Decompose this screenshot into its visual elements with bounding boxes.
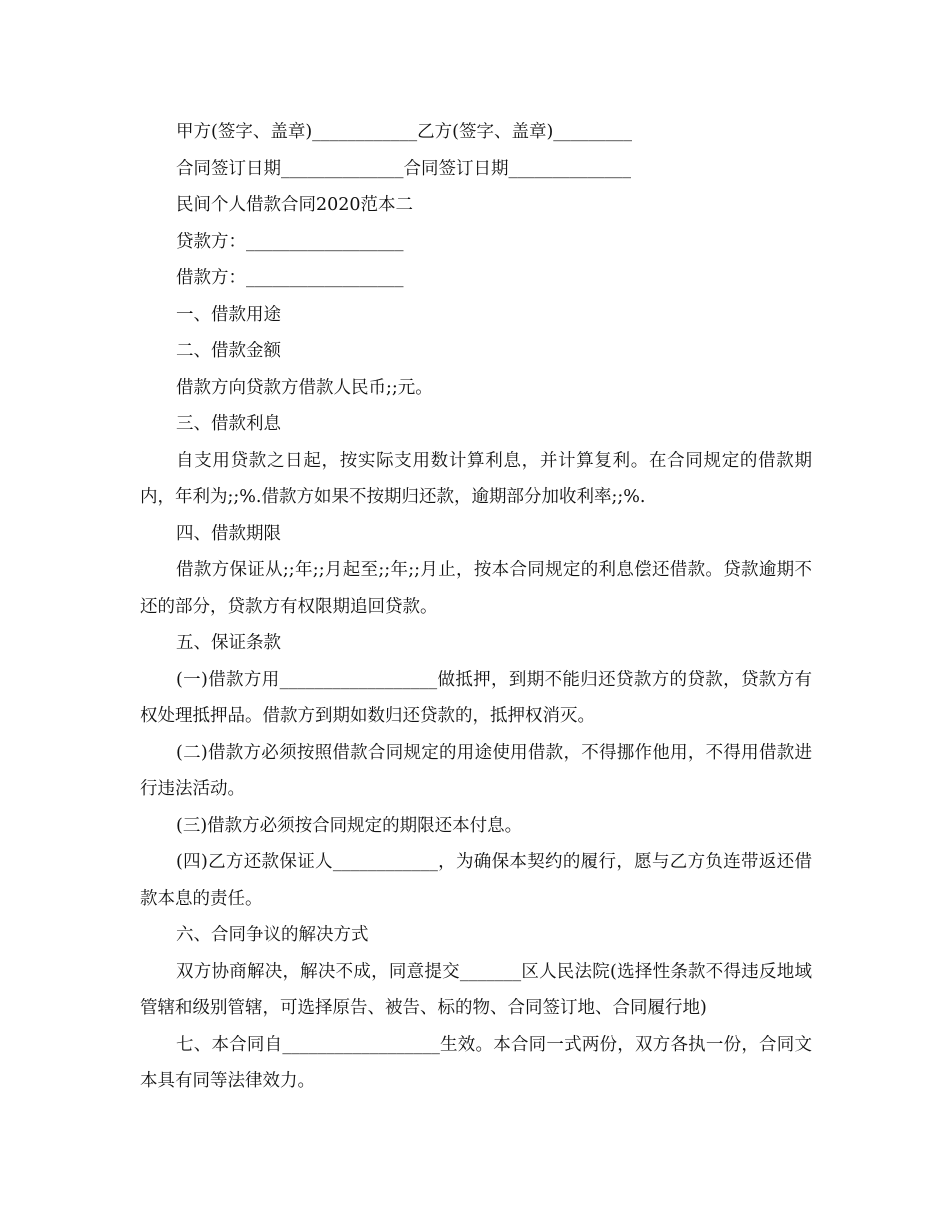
clause-interest: 自支用贷款之日起，按实际支用数计算利息，并计算复利。在合同规定的借款期内，年利为;;%.借款方如果不按期归还款，逾期部分加收利率;;%. [140,450,812,507]
clause-guarantee-collateral: (一)借款方用__________________做抵押，到期不能归还贷款方的贷款，贷款方有权处理抵押品。借款方到期如数归还贷款的，抵押权消灭。 [140,669,812,726]
section-heading-guarantee: 五、保证条款 [176,633,281,653]
clause-guarantee-repayment: (三)借款方必须按合同规定的期限还本付息。 [176,815,523,836]
sign-date-line: 合同签订日期______________合同签订日期______________ [176,158,631,179]
lender-field: 贷款方：__________________ [176,231,404,252]
signature-line: 甲方(签字、盖章)____________乙方(签字、盖章)_________ [176,122,633,142]
section-heading-term: 四、借款期限 [176,523,281,544]
section-heading-amount: 二、借款金额 [176,341,281,361]
clause-guarantee-guarantor: (四)乙方还款保证人____________，为确保本契约的履行，愿与乙方负连带返还借款本息的责任。 [140,852,812,909]
contract-body [140,114,812,1100]
section-heading-dispute: 六、合同争议的解决方式 [176,925,369,945]
contract-title: 民间个人借款合同2020范本二 [176,195,414,215]
borrower-field: 借款方：__________________ [176,268,404,288]
clause-effective: 七、本合同自__________________生效。本合同一式两份，双方各执一份，合同文本具有同等法律效力。 [140,1034,812,1091]
section-heading-purpose: 一、借款用途 [176,304,281,325]
section-heading-interest: 三、借款利息 [176,414,281,434]
clause-term: 借款方保证从;;年;;月起至;;年;;月止，按本合同规定的利息偿还借款。贷款逾期不还的部分，贷款方有权限期追回贷款。 [140,560,812,617]
clause-dispute: 双方协商解决，解决不成，同意提交_______区人民法院(选择性条款不得违反地域管辖和级别管辖，可选择原告、被告、标的物、合同签订地、合同履行地) [140,961,812,1018]
clause-guarantee-usage: (二)借款方必须按照借款合同规定的用途使用借款，不得挪作他用，不得用借款进行违法活动。 [140,742,812,799]
clause-amount: 借款方向贷款方借款人民币;;元。 [176,377,433,398]
